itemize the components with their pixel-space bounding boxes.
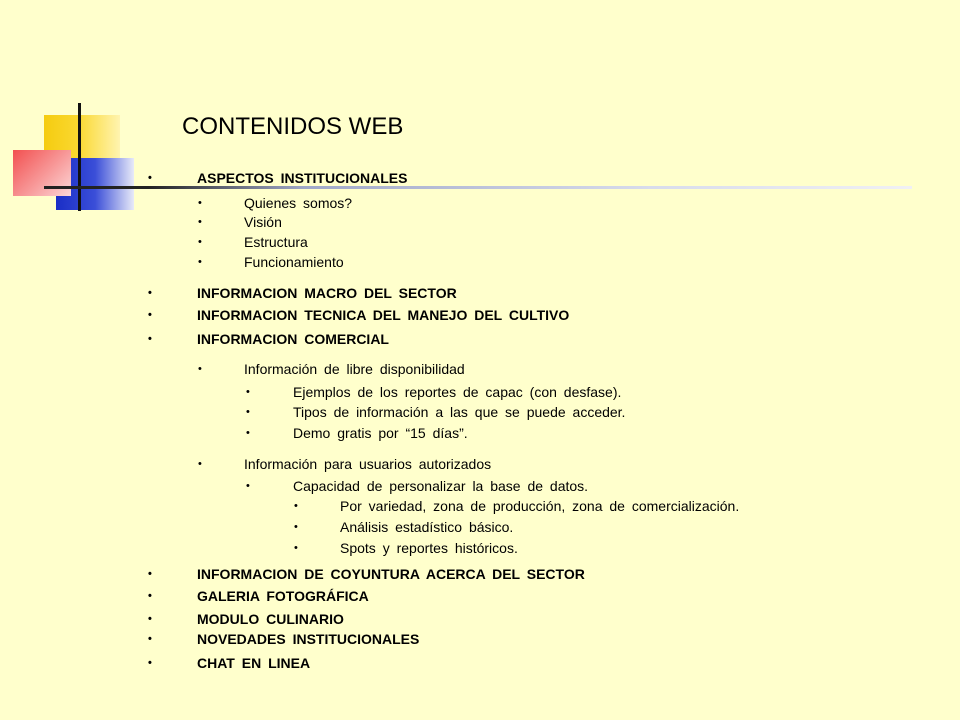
item-label: Información para usuarios autorizados <box>244 456 492 472</box>
bullet: • <box>148 590 152 602</box>
list-item-chat <box>148 654 311 672</box>
decor-horizontal-line <box>44 186 912 189</box>
bullet: • <box>148 287 152 299</box>
item-label: Spots y reportes históricos. <box>340 540 518 556</box>
item-label: INFORMACION DE COYUNTURA ACERCA DEL SECTOR <box>197 566 585 582</box>
list-item-funcionamiento <box>198 253 344 271</box>
list-item-galeria <box>148 587 369 605</box>
bullet: • <box>294 500 298 512</box>
bullet: • <box>198 458 202 470</box>
bullet: • <box>246 406 250 418</box>
item-label: MODULO CULINARIO <box>197 611 344 627</box>
list-item-estructura <box>198 233 308 251</box>
item-label: Funcionamiento <box>244 254 344 270</box>
list-item-capacidad-personalizar <box>246 477 589 495</box>
list-item-culinario <box>148 610 344 628</box>
item-label: Información de libre disponibilidad <box>244 361 465 377</box>
item-label: NOVEDADES INSTITUCIONALES <box>197 631 420 647</box>
item-label: INFORMACION COMERCIAL <box>197 331 389 347</box>
list-item-ejemplos-reportes <box>246 383 622 401</box>
list-item-coyuntura <box>148 565 585 583</box>
bullet: • <box>148 309 152 321</box>
item-label: Visión <box>244 214 282 230</box>
bullet: • <box>148 568 152 580</box>
bullet: • <box>148 333 152 345</box>
list-item-comercial <box>148 330 389 348</box>
item-label: ASPECTOS INSTITUCIONALES <box>197 170 408 186</box>
list-item-tipos-informacion <box>246 403 626 421</box>
list-item-libre-disponibilidad <box>198 360 465 378</box>
bullet: • <box>198 197 202 209</box>
item-label: GALERIA FOTOGRÁFICA <box>197 588 369 604</box>
page-title: CONTENIDOS WEB <box>182 113 404 140</box>
list-item-analisis-estadistico <box>294 518 514 536</box>
bullet: • <box>198 363 202 375</box>
bullet: • <box>294 542 298 554</box>
bullet: • <box>148 657 152 669</box>
list-item-quienes-somos <box>198 194 353 212</box>
item-label: Estructura <box>244 234 308 250</box>
bullet: • <box>294 521 298 533</box>
item-label: INFORMACION MACRO DEL SECTOR <box>197 285 457 301</box>
item-label: Por variedad, zona de producción, zona de comercialización. <box>340 498 740 514</box>
bullet: • <box>246 480 250 492</box>
list-item-vision <box>198 213 282 231</box>
item-label: Demo gratis por “15 días”. <box>293 425 468 441</box>
bullet: • <box>246 386 250 398</box>
item-label: Quienes somos? <box>244 195 353 211</box>
item-label: INFORMACION TECNICA DEL MANEJO DEL CULTIVO <box>197 307 570 323</box>
item-label: CHAT EN LINEA <box>197 655 311 671</box>
decor-vertical-line <box>78 103 81 211</box>
list-item-aspectos-institucionales <box>148 169 408 187</box>
list-item-tecnica <box>148 306 570 324</box>
bullet: • <box>198 256 202 268</box>
bullet: • <box>148 613 152 625</box>
bullet: • <box>198 216 202 228</box>
bullet: • <box>246 427 250 439</box>
list-item-novedades <box>148 630 420 648</box>
decor-red-square <box>13 150 71 196</box>
bullet: • <box>148 172 152 184</box>
list-item-spots-reportes <box>294 539 518 557</box>
item-label: Tipos de información a las que se puede acceder. <box>293 404 626 420</box>
list-item-macro <box>148 284 457 302</box>
list-item-usuarios-autorizados <box>198 455 492 473</box>
list-item-demo-gratis <box>246 424 468 442</box>
item-label: Análisis estadístico básico. <box>340 519 514 535</box>
list-item-por-variedad <box>294 497 740 515</box>
bullet: • <box>198 236 202 248</box>
item-label: Capacidad de personalizar la base de datos. <box>293 478 589 494</box>
item-label: Ejemplos de los reportes de capac (con desfase). <box>293 384 622 400</box>
bullet: • <box>148 633 152 645</box>
